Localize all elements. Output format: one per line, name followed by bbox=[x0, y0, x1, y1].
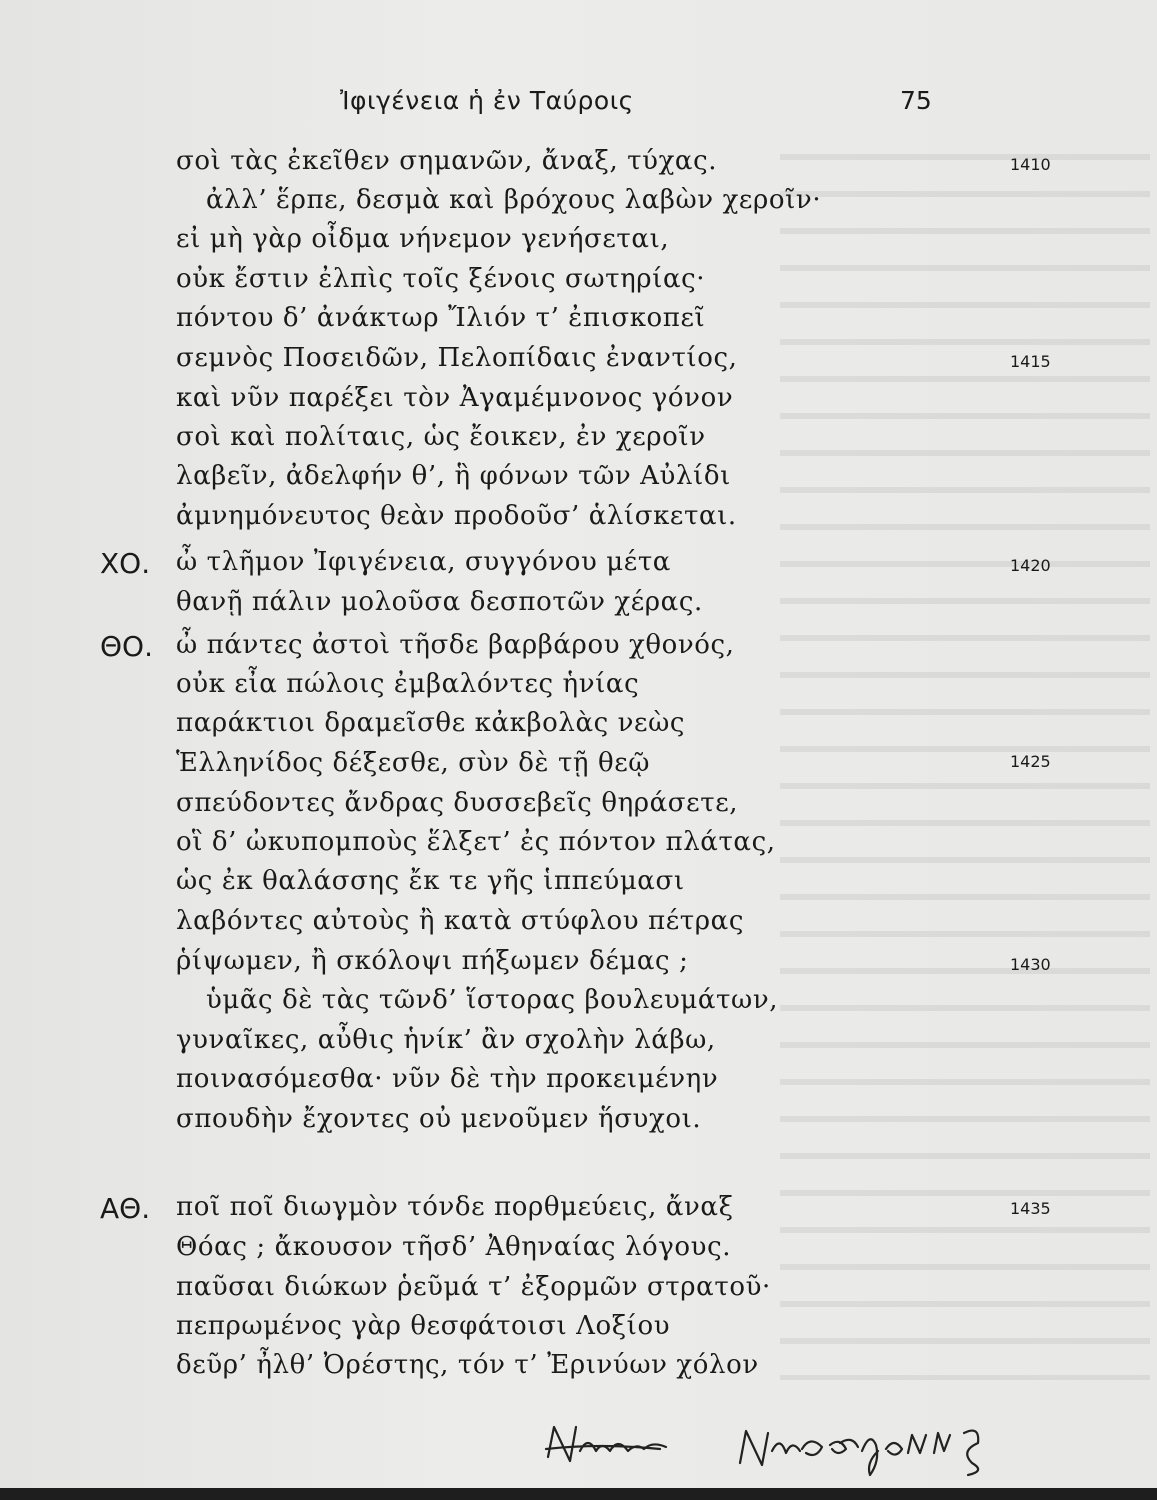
verse-line: οὐκ εἶα πώλοις ἐμβαλόντες ἡνίας bbox=[176, 669, 640, 699]
verse-line: οἳ δ’ ὠκυπομποὺς ἕλξετ’ ἐς πόντον πλάτας, bbox=[176, 827, 776, 857]
line-number: 1435 bbox=[1010, 1199, 1051, 1218]
verse-line: ὦ τλῆμον Ἰφιγένεια, συγγόνου μέτα bbox=[176, 547, 671, 577]
verse-line: ἀμνημόνευτος θεὰν προδοῦσ’ ἁλίσκεται. bbox=[176, 501, 737, 531]
running-header-title: Ἰφιγένεια ἡ ἐν Ταύροις bbox=[340, 86, 634, 115]
verse-line: σπουδὴν ἔχοντες οὐ μενοῦμεν ἥσυχοι. bbox=[176, 1104, 702, 1134]
verse-line: ποῖ ποῖ διωγμὸν τόνδε πορθμεύεις, ἄναξ bbox=[176, 1192, 734, 1222]
verse-line: πόντου δ’ ἀνάκτωρ Ἴλιόν τ’ ἐπισκοπεῖ bbox=[176, 303, 706, 333]
line-number: 1410 bbox=[1010, 155, 1051, 174]
verse-line: οὐκ ἔστιν ἐλπὶς τοῖς ξένοις σωτηρίας· bbox=[176, 264, 706, 294]
verse-line: θανῇ πάλιν μολοῦσα δεσποτῶν χέρας. bbox=[176, 587, 703, 617]
bleed-through-text bbox=[780, 130, 1150, 1380]
verse-line: ἀλλ’ ἕρπε, δεσμὰ καὶ βρόχους λαβὼν χεροῖν· bbox=[206, 185, 822, 215]
verse-line: σεμνὸς Ποσειδῶν, Πελοπίδαις ἐναντίος, bbox=[176, 343, 738, 373]
verse-line: σοὶ τὰς ἐκεῖθεν σημανῶν, ἄναξ, τύχας. bbox=[176, 146, 718, 176]
verse-line: Ἑλληνίδος δέξεσθε, σὺν δὲ τῇ θεῷ bbox=[176, 748, 651, 778]
handwritten-signature bbox=[540, 1405, 1060, 1485]
verse-line: σοὶ καὶ πολίταις, ὡς ἔοικεν, ἐν χεροῖν bbox=[176, 422, 706, 452]
verse-line: εἰ μὴ γὰρ οἶδμα νήνεμον γενήσεται, bbox=[176, 224, 670, 254]
page-bottom-edge bbox=[0, 1488, 1157, 1500]
verse-line: ῥίψωμεν, ἢ σκόλοψι πήξωμεν δέμας ; bbox=[176, 946, 689, 976]
verse-line: πεπρωμένος γὰρ θεσφάτοισι Λοξίου bbox=[176, 1311, 671, 1341]
verse-line: σπεύδοντες ἄνδρας δυσσεβεῖς θηράσετε, bbox=[176, 788, 739, 818]
line-number: 1430 bbox=[1010, 955, 1051, 974]
speaker-athena: ΑΘ. bbox=[100, 1192, 151, 1225]
verse-line: ὦ πάντες ἀστοὶ τῆσδε βαρβάρου χθονός, bbox=[176, 630, 735, 660]
line-number: 1415 bbox=[1010, 352, 1051, 371]
verse-line: δεῦρ’ ἦλθ’ Ὀρέστης, τόν τ’ Ἐρινύων χόλον bbox=[176, 1350, 759, 1380]
line-number: 1425 bbox=[1010, 752, 1051, 771]
verse-line: λαβεῖν, ἀδελφήν θ’, ἣ φόνων τῶν Αὐλίδι bbox=[176, 461, 731, 491]
verse-line: ὑμᾶς δὲ τὰς τῶνδ’ ἵστορας βουλευμάτων, bbox=[206, 985, 779, 1015]
verse-line: ὡς ἐκ θαλάσσης ἔκ τε γῆς ἱππεύμασι bbox=[176, 866, 685, 896]
speaker-thoas: ΘΟ. bbox=[100, 630, 153, 663]
verse-line: παῦσαι διώκων ῥεῦμά τ’ ἐξορμῶν στρατοῦ· bbox=[176, 1272, 771, 1302]
verse-line: παράκτιοι δραμεῖσθε κἀκβολὰς νεὼς bbox=[176, 708, 686, 738]
verse-line: γυναῖκες, αὖθις ἡνίκ’ ἂν σχολὴν λάβω, bbox=[176, 1025, 716, 1055]
verse-line: Θόας ; ἄκουσον τῆσδ’ Ἀθηναίας λόγους. bbox=[176, 1232, 732, 1262]
verse-line: καὶ νῦν παρέξει τὸν Ἀγαμέμνονος γόνον bbox=[176, 383, 734, 413]
speaker-chorus: ΧΟ. bbox=[100, 547, 151, 580]
line-number: 1420 bbox=[1010, 556, 1051, 575]
verse-line: ποινασόμεσθα· νῦν δὲ τὴν προκειμένην bbox=[176, 1064, 719, 1094]
page-number: 75 bbox=[900, 86, 932, 115]
verse-line: λαβόντες αὐτοὺς ἢ κατὰ στύφλου πέτρας bbox=[176, 906, 744, 936]
